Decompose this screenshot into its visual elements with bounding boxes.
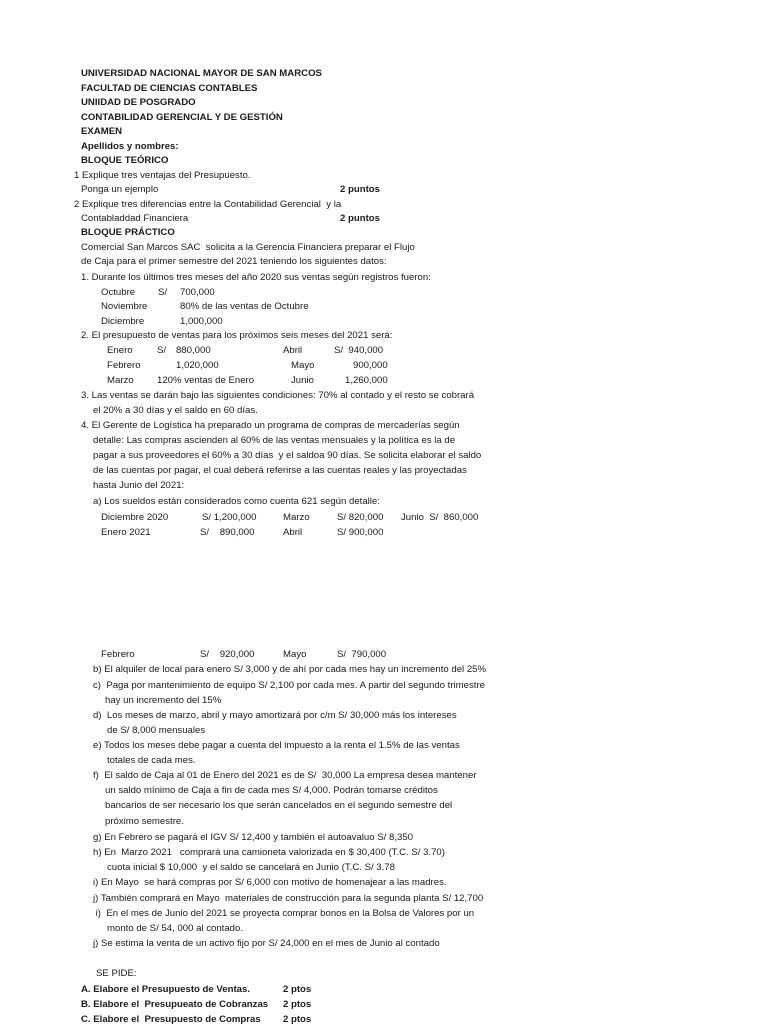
task-b-label: B. Elabore el Presupueato de Cobranzas <box>81 999 269 1010</box>
salary-mar-label: Marzo <box>283 512 310 523</box>
item-h-line-1: h) En Marzo 2021 comprará una camioneta valorizada en $ 30,400 (T.C. S/ 3.70) <box>93 847 445 858</box>
point-4-line-5: hasta Junio del 2021: <box>93 480 185 491</box>
task-b-points: 2 ptos <box>283 999 312 1010</box>
item-i2-line-1: i) En el mes de Junio del 2021 se proyecta comprar bonos en la Bolsa de Valores por un <box>93 908 475 919</box>
salary-feb-label: Febrero <box>101 649 135 660</box>
item-g: g) En Febrero se pagará el IGV S/ 12,400 y también el autoavaluo S/ 8,350 <box>93 832 413 843</box>
practice-title: BLOQUE PRÁCTICO <box>81 227 175 238</box>
task-c-points: 2 ptos <box>283 1014 312 1025</box>
item-d-line-1: d) Los meses de marzo, abril y mayo amortizará por c/m S/ 30,000 más los intereses <box>93 710 457 721</box>
task-c-label: C. Elabore el Presupuesto de Compras <box>81 1014 261 1025</box>
item-f-line-2: un saldo mínimo de Caja a fin de cada mes S/ 4,000. Podrán tomarse créditos <box>105 785 438 796</box>
salary-abr-label: Abril <box>283 527 303 538</box>
salary-may-value: S/ 790,000 <box>337 649 387 660</box>
budget-ene-value: 880,000 <box>176 345 211 356</box>
item-e-line-2: totales de cada mes. <box>107 755 196 766</box>
point-4-line-1: 4. El Gerente de Logística ha preparado un programa de compras de mercaderías según <box>81 420 460 431</box>
question-2-line-1: 2 Explique tres diferencias entre la Contabilidad Gerencial y la <box>74 199 342 210</box>
item-d-line-2: de S/ 8,000 mensuales <box>107 725 206 736</box>
salary-feb-value: S/ 920,000 <box>200 649 255 660</box>
item-e-line-1: e) Todos los meses debe pagar a cuenta del impuesto a la renta el 1.5% de las ventas <box>93 740 460 751</box>
budget-ene-currency: S/ <box>157 345 167 356</box>
salary-ene-label: Enero 2021 <box>101 527 151 538</box>
budget-may-label: Mayo <box>291 360 315 371</box>
course-name: CONTABILIDAD GERENCIAL Y DE GESTIÓN <box>81 112 283 123</box>
budget-feb-value: 1,020,000 <box>176 360 219 371</box>
sales-nov-value: 80% de las ventas de Octubre <box>180 301 309 312</box>
item-i2-line-2: monto de S/ 54, 000 al contado. <box>107 923 244 934</box>
sales-dic-value: 1,000,000 <box>180 316 223 327</box>
point-4-line-4: de las cuentas por pagar, el cual deberá referirse a las cuentas reales y las proyectadas <box>93 465 467 476</box>
tasks-title: SE PIDE: <box>96 968 137 979</box>
point-4-line-3: pagar a sus proveedores el 60% a 30 días y el saldoa 90 días. Se solicita elaborar el saldo <box>93 450 482 461</box>
salary-ene-value: S/ 890,000 <box>200 527 255 538</box>
budget-ene-label: Enero <box>107 345 133 356</box>
budget-jun-label: Junio <box>291 375 314 386</box>
sales-nov-label: Noviembre <box>101 301 148 312</box>
item-a-title: a) Los sueldos están considerados como cuenta 621 según detalle: <box>93 496 380 507</box>
item-f-line-4: próximo semestre. <box>105 816 184 827</box>
point-3-line-1: 3. Las ventas se darán bajo las siguientes condiciones: 70% al contado y el resto se cobrará <box>81 390 475 401</box>
item-c-line-2: hay un incremento del 15% <box>105 695 222 706</box>
point-3-line-2: el 20% a 30 días y el saldo en 60 días. <box>93 405 258 416</box>
point-2: 2. El presupuesto de ventas para los próximos seis meses del 2021 será: <box>81 330 393 341</box>
intro-line-2: de Caja para el primer semestre del 2021 teniendo los siguientes datos: <box>81 256 387 267</box>
unit-name: UNIIDAD DE POSGRADO <box>81 97 196 108</box>
task-a-label: A. Elabore el Presupuesto de Ventas. <box>81 984 251 995</box>
question-2-points: 2 puntos <box>340 213 380 224</box>
item-b: b) El alquiler de local para enero S/ 3,000 y de ahí por cada mes hay un incremento del 25% <box>93 664 487 675</box>
item-j2: j) Se estima la venta de un activo fijo por S/ 24,000 en el mes de Junio al contado <box>93 938 440 949</box>
university-name: UNIVERSIDAD NACIONAL MAYOR DE SAN MARCOS <box>81 68 322 79</box>
salary-mar-value: S/ 820,000 <box>337 512 384 523</box>
sales-dic-label: Diciembre <box>101 316 145 327</box>
salary-dic-label: Diciembre 2020 <box>101 512 169 523</box>
point-4-line-2: detalle: Las compras ascienden al 60% de las ventas mensuales y la política es la de <box>93 435 456 446</box>
salary-jun: Junio S/ 860,000 <box>401 512 479 523</box>
budget-abr-value: S/ 940,000 <box>334 345 384 356</box>
budget-feb-label: Febrero <box>107 360 141 371</box>
sales-oct-currency: S/ <box>158 287 168 298</box>
budget-jun-value: 1,260,000 <box>345 375 388 386</box>
item-f-line-1: f) El saldo de Caja al 01 de Enero del 2021 es de S/ 30,000 La empresa desea mantener <box>93 770 477 781</box>
item-f-line-3: bancarios de ser necesario los que serán cancelados en el segundo semestre del <box>105 800 453 811</box>
name-label: Apellidos y nombres: <box>81 141 179 152</box>
salary-dic-value: S/ 1,200,000 <box>202 512 257 523</box>
salary-abr-value: S/ 900,000 <box>337 527 384 538</box>
question-2-line-2: Contabladdad Financiera <box>81 213 189 224</box>
faculty-name: FACULTAD DE CIENCIAS CONTABLES <box>81 83 258 94</box>
budget-mar-value: 120% ventas de Enero <box>157 375 255 386</box>
theory-title: BLOQUE TEÓRICO <box>81 155 169 166</box>
question-1-points: 2 puntos <box>340 184 380 195</box>
sales-oct-label: Octubre <box>101 287 136 298</box>
intro-line-1: Comercial San Marcos SAC solicita a la Gerencia Financiera preparar el Flujo <box>81 242 415 253</box>
point-1: 1. Durante los últimos tres meses del año 2020 sus ventas según registros fueron: <box>81 272 431 283</box>
salary-may-label: Mayo <box>283 649 307 660</box>
budget-mar-label: Marzo <box>107 375 134 386</box>
item-j: j) También comprará en Mayo materiales de construcción para la segunda planta S/ 12,700 <box>93 893 484 904</box>
budget-may-value: 900,000 <box>353 360 388 371</box>
sales-oct-value: 700,000 <box>180 287 215 298</box>
question-1-line-2: Ponga un ejemplo <box>81 184 159 195</box>
item-i: i) En Mayo se hará compras por S/ 6,000 con motivo de homenajear a las madres. <box>93 877 447 888</box>
budget-abr-label: Abril <box>283 345 303 356</box>
item-h-line-2: cuota inicial $ 10,000 y el saldo se cancelará en Junio (T.C. S/ 3.78 <box>107 862 395 873</box>
task-a-points: 2 ptos <box>283 984 312 995</box>
exam-title: EXAMEN <box>81 126 123 137</box>
item-c-line-1: c) Paga por mantenimiento de equipo S/ 2,100 por cada mes. A partir del segundo trimestre <box>93 680 485 691</box>
question-1-line-1: 1 Explique tres ventajas del Presupuesto. <box>74 170 251 181</box>
